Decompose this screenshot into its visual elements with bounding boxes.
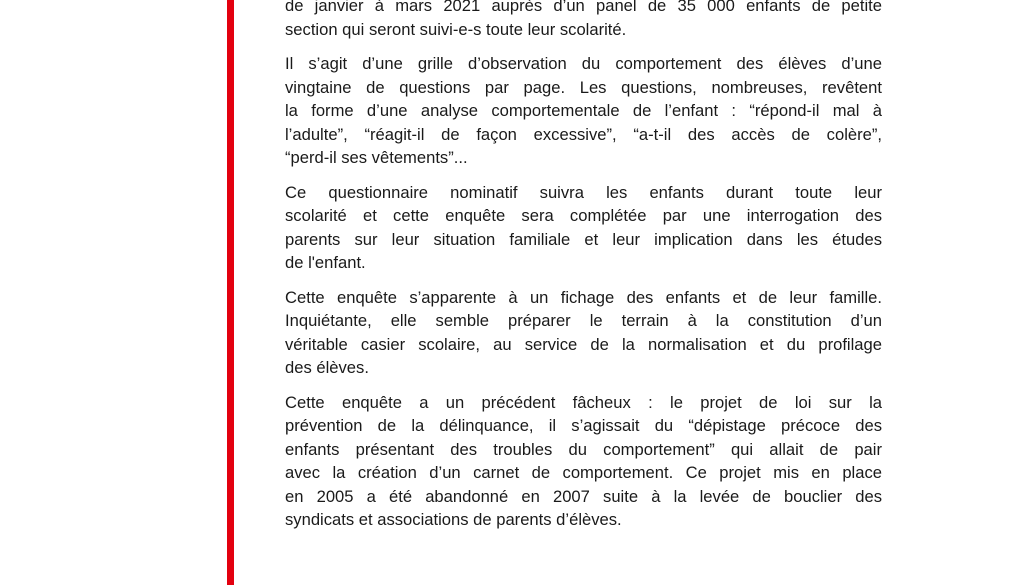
paragraph-3 — [285, 181, 882, 275]
paragraph-2 — [285, 52, 882, 170]
text-line: de l'enfant. — [285, 253, 366, 272]
text-line: vingtaine de questions par page. Les questions, nombreuses, revêtent — [285, 77, 882, 97]
text-line: véritable casier scolaire, au service de la normalisation et du profilage — [285, 334, 882, 354]
text-line: enfants présentant des troubles du comportement” qui allait de pair — [285, 439, 882, 459]
text-line: Il s’agit d’une grille d’observation du comportement des élèves d’une — [285, 54, 882, 73]
text-line: Cette enquête a un précédent fâcheux : le projet de loi sur la — [285, 392, 882, 412]
text-line: Inquiétante, elle semble préparer le terrain à la constitution d’un — [285, 311, 882, 330]
text-line: Cette enquête s’apparente à un fichage des enfants et de leur famille. — [285, 287, 882, 307]
text-line: en 2005 a été abandonné en 2007 suite à la levée de bouclier des — [285, 486, 882, 506]
text-line: l’adulte”, “réagit-il de façon excessive”, “a-t-il des accès de colère”, — [285, 124, 882, 144]
text-line: avec la création d’un carnet de comportement. Ce projet mis en place — [285, 463, 882, 482]
text-line: syndicats et associations de parents d’élèves. — [285, 510, 622, 529]
paragraph-5 — [285, 391, 882, 532]
text-line: “perd-il ses vêtements”... — [285, 148, 468, 167]
text-line: section qui seront suivi-e-s toute leur scolarité. — [285, 19, 627, 39]
text-line: Ce questionnaire nominatif suivra les enfants durant toute leur — [285, 182, 882, 202]
text-line: parents sur leur situation familiale et leur implication dans les études — [285, 229, 882, 249]
text-line: scolarité et cette enquête sera complétée par une interrogation des — [285, 206, 882, 225]
document-body — [285, 0, 882, 543]
text-line: la forme d’une analyse comportementale de l’enfant : “répond-il mal à — [285, 101, 882, 120]
paragraph-1 — [285, 0, 882, 41]
paragraph-4 — [285, 286, 882, 380]
red-margin-bar — [227, 0, 234, 585]
text-line: de janvier à mars 2021 auprès d’un panel de 35 000 enfants de petite — [285, 0, 882, 15]
text-line: prévention de la délinquance, il s’agissait du “dépistage précoce des — [285, 416, 882, 435]
text-line: des élèves. — [285, 358, 369, 377]
